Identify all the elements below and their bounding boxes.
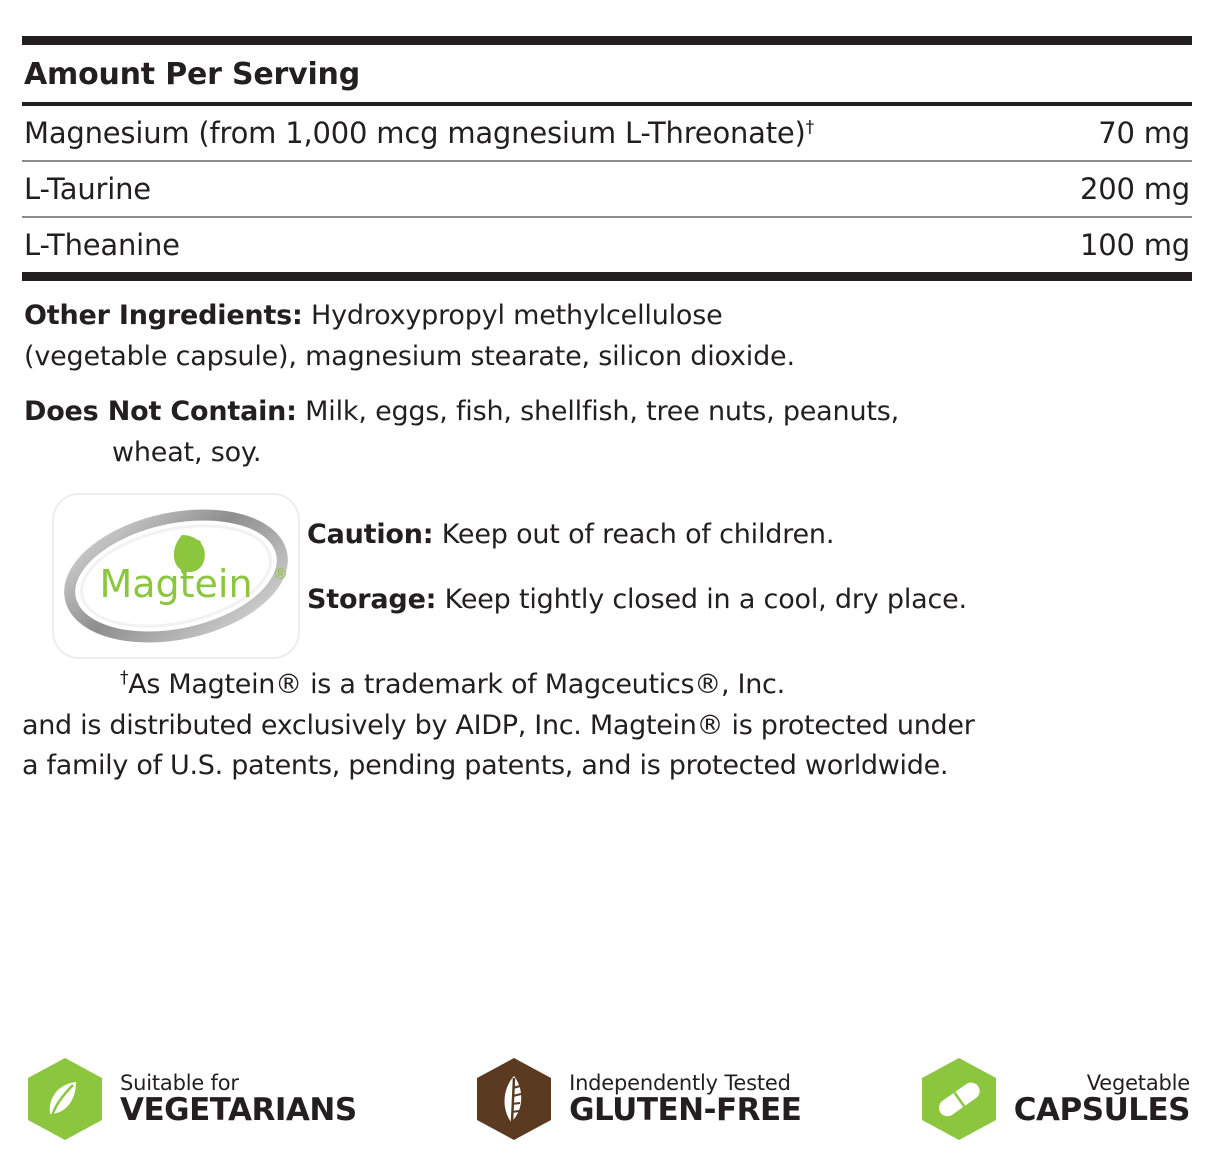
amount-per-serving-header: Amount Per Serving (24, 57, 360, 92)
table-top-rule (22, 36, 1192, 45)
dagger-marker: † (805, 117, 814, 138)
badge-bottom-label: GLUTEN-FREE (569, 1091, 802, 1128)
dagger-marker: † (120, 668, 129, 689)
does-not-contain-line2: wheat, soy. (112, 437, 262, 469)
storage-line (307, 584, 1192, 615)
nutrient-amount: 100 mg (1079, 228, 1190, 262)
does-not-contain-paragraph (24, 391, 1190, 473)
supplement-facts-panel (0, 36, 1214, 1160)
trademark-line3: a family of U.S. patents, pending patents, and is protected worldwide. (22, 750, 949, 782)
svg-text:Magtein: Magtein (99, 562, 253, 607)
other-ingredients-line2: (vegetable capsule), magnesium stearate, silicon dioxide. (24, 341, 795, 373)
storage-text: Keep tightly closed in a cool, dry place. (436, 584, 967, 616)
table-row (22, 218, 1192, 272)
badge-bottom-label: CAPSULES (1013, 1091, 1190, 1128)
nutrient-amount: 200 mg (1079, 172, 1190, 206)
trademark-paragraph (22, 665, 1192, 787)
nutrient-name: L-Theanine (24, 228, 180, 262)
nutrient-name: L-Taurine (24, 172, 151, 206)
table-row (22, 162, 1192, 216)
caution-label: Caution: (307, 519, 434, 551)
table-bottom-rule (22, 272, 1192, 281)
badge-text (120, 1072, 357, 1127)
does-not-contain-line1: Milk, eggs, fish, shellfish, tree nuts, peanuts, (296, 396, 899, 428)
magtein-logo-icon (50, 491, 302, 661)
wheat-icon (473, 1056, 555, 1142)
other-ingredients-paragraph (24, 295, 1190, 377)
caution-storage-column (307, 491, 1192, 649)
other-ingredients-line1: Hydroxypropyl methylcellulose (302, 300, 723, 331)
table-row (22, 106, 1192, 160)
badge-gluten-free (473, 1056, 801, 1142)
nutrient-amount: 70 mg (1098, 116, 1190, 150)
badge-top-label: Suitable for (120, 1070, 239, 1095)
magtein-logo-wrap (22, 491, 307, 661)
other-ingredients-label: Other Ingredients: (24, 300, 303, 331)
badge-text (1014, 1072, 1190, 1127)
certification-badges (0, 1056, 1214, 1142)
caution-text: Keep out of reach of children. (433, 519, 835, 551)
badge-bottom-label: VEGETARIANS (120, 1091, 357, 1128)
magtein-logo (50, 491, 302, 661)
caution-line (307, 519, 1192, 550)
badge-text (569, 1072, 801, 1127)
trademark-line2: and is distributed exclusively by AIDP, Inc. Magtein® is protected under (22, 709, 975, 741)
badge-top-label: Vegetable (1086, 1070, 1190, 1095)
leaf-icon (24, 1056, 106, 1142)
badge-vegetable-capsules (918, 1056, 1190, 1142)
magtein-and-caution-block (22, 491, 1192, 661)
svg-text:®: ® (273, 565, 288, 584)
trademark-line1: †As Magtein® is a trademark of Magceutics®, Inc. (120, 668, 785, 701)
storage-label: Storage: (307, 584, 437, 616)
capsule-icon (918, 1056, 1000, 1142)
nutrient-name: Magnesium (from 1,000 mcg magnesium L-Threonate)† (24, 116, 814, 150)
does-not-contain-label: Does Not Contain: (24, 396, 297, 428)
badge-vegetarians (24, 1056, 357, 1142)
badge-top-label: Independently Tested (569, 1070, 791, 1095)
